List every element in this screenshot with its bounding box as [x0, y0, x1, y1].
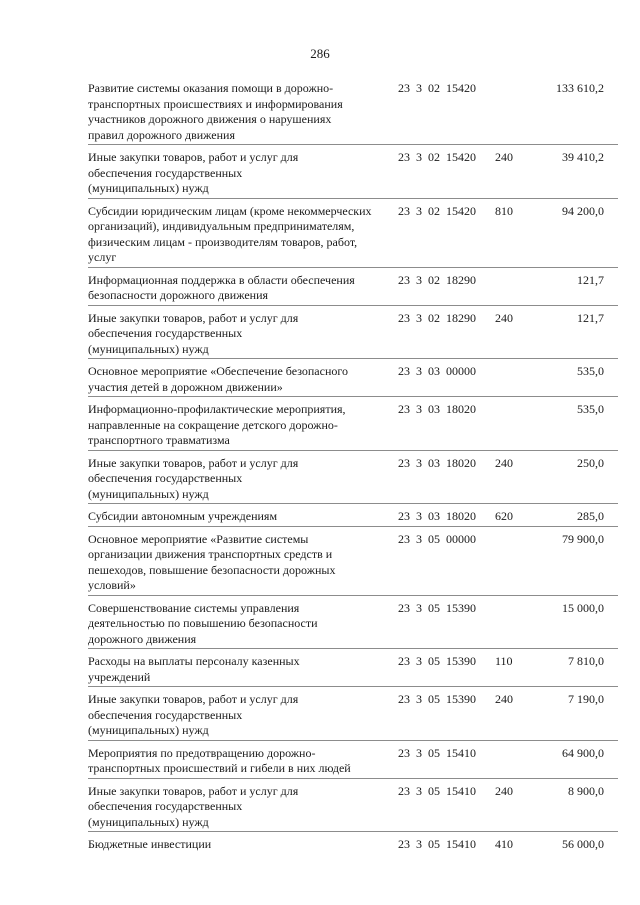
row-code: 23 3 05 15410	[398, 837, 476, 851]
row-amount: 56 000,0	[562, 837, 604, 851]
table-row	[88, 81, 618, 145]
row-code: 23 3 02 15420	[398, 150, 476, 164]
row-amount: 64 900,0	[562, 745, 604, 760]
row-code: 23 3 05 00000	[398, 531, 476, 546]
row-code: 23 3 03 18020	[398, 509, 476, 523]
table-row	[88, 837, 618, 854]
row-amount: 15 000,0	[562, 600, 604, 615]
row-description: Основное мероприятие «Обеспечение безопасного участия детей в дорожном движении»	[88, 364, 349, 394]
row-description: Бюджетные инвестиции	[88, 837, 212, 851]
table-row	[88, 784, 618, 833]
row-amount: 79 900,0	[562, 531, 604, 546]
table-row	[88, 456, 618, 505]
row-description: Информационно-профилактические мероприятия, направленные на сокращение детского дорожно-транспортного травматизма	[88, 402, 346, 447]
row-description: Мероприятия по предотвращению дорожно-транспортных происшествий и гибели в них людей	[88, 745, 351, 775]
table-row	[88, 601, 618, 650]
row-expense-type: 410	[495, 837, 513, 851]
table-row	[88, 402, 618, 451]
row-description: Совершенствование системы управления деятельностью по повышению безопасности дорожного движения	[88, 600, 318, 646]
row-expense-type: 240	[495, 783, 513, 798]
row-description: Иные закупки товаров, работ и услуг для обеспечения государственных (муниципальных) нужд	[88, 783, 299, 829]
row-code: 23 3 05 15390	[398, 654, 476, 668]
row-expense-type: 240	[495, 455, 513, 470]
row-code: 23 3 05 15410	[398, 783, 476, 798]
row-amount: 94 200,0	[562, 203, 604, 218]
table-row	[88, 509, 618, 527]
table-row	[88, 273, 618, 306]
row-amount: 39 410,2	[562, 150, 604, 164]
row-code: 23 3 02 15420	[398, 81, 476, 95]
row-code: 23 3 03 00000	[398, 364, 476, 378]
row-description: Иные закупки товаров, работ и услуг для обеспечения государственных (муниципальных) нужд	[88, 692, 299, 737]
row-expense-type: 620	[495, 509, 513, 523]
row-amount: 121,7	[577, 310, 604, 325]
table-row	[88, 746, 618, 779]
row-expense-type: 240	[495, 310, 513, 325]
table-row	[88, 692, 618, 741]
table-row	[88, 150, 618, 199]
row-code: 23 3 05 15390	[398, 692, 476, 706]
row-amount: 121,7	[577, 272, 604, 287]
table-row	[88, 654, 618, 687]
page-number: 286	[310, 46, 330, 61]
row-amount: 8 900,0	[568, 783, 604, 798]
row-amount: 535,0	[577, 364, 604, 378]
table-row	[88, 364, 618, 397]
row-amount: 535,0	[577, 402, 604, 416]
row-amount: 285,0	[577, 509, 604, 523]
row-code: 23 3 02 18290	[398, 310, 476, 325]
row-amount: 133 610,2	[556, 81, 604, 95]
table-row	[88, 311, 618, 360]
row-code: 23 3 02 15420	[398, 203, 476, 218]
row-description: Субсидии юридическим лицам (кроме некоммерческих организаций), индивидуальным предпринимателям, физическим лицам - производителям товаров, работ, услуг	[88, 203, 372, 264]
table-row	[88, 532, 618, 596]
row-code: 23 3 03 18020	[398, 402, 476, 416]
row-amount: 250,0	[577, 455, 604, 470]
row-amount: 7 190,0	[568, 692, 604, 706]
row-code: 23 3 02 18290	[398, 272, 476, 287]
row-expense-type: 240	[495, 150, 513, 164]
row-description: Информационная поддержка в области обеспечения безопасности дорожного движения	[88, 272, 355, 302]
row-description: Развитие системы оказания помощи в дорожно-транспортных происшествиях и информирования участников дорожного движения о нарушениях правил дорожного движения	[88, 81, 343, 142]
row-description: Субсидии автономным учреждениям	[88, 509, 278, 523]
row-description: Иные закупки товаров, работ и услуг для обеспечения государственных (муниципальных) нужд	[88, 150, 299, 195]
row-code: 23 3 05 15390	[398, 600, 476, 615]
row-expense-type: 810	[495, 203, 513, 218]
row-code: 23 3 05 15410	[398, 745, 476, 760]
row-description: Расходы на выплаты персоналу казенных учреждений	[88, 654, 300, 684]
budget-table	[88, 81, 618, 859]
row-description: Основное мероприятие «Развитие системы организации движения транспортных средств и пешеходов, повышение безопасности дорожных условий»	[88, 531, 336, 592]
row-description: Иные закупки товаров, работ и услуг для обеспечения государственных (муниципальных) нужд	[88, 455, 299, 501]
row-code: 23 3 03 18020	[398, 455, 476, 470]
row-expense-type: 240	[495, 692, 513, 706]
table-row	[88, 204, 618, 268]
row-amount: 7 810,0	[568, 654, 604, 668]
row-description: Иные закупки товаров, работ и услуг для обеспечения государственных (муниципальных) нужд	[88, 310, 299, 356]
row-expense-type: 110	[495, 654, 513, 668]
